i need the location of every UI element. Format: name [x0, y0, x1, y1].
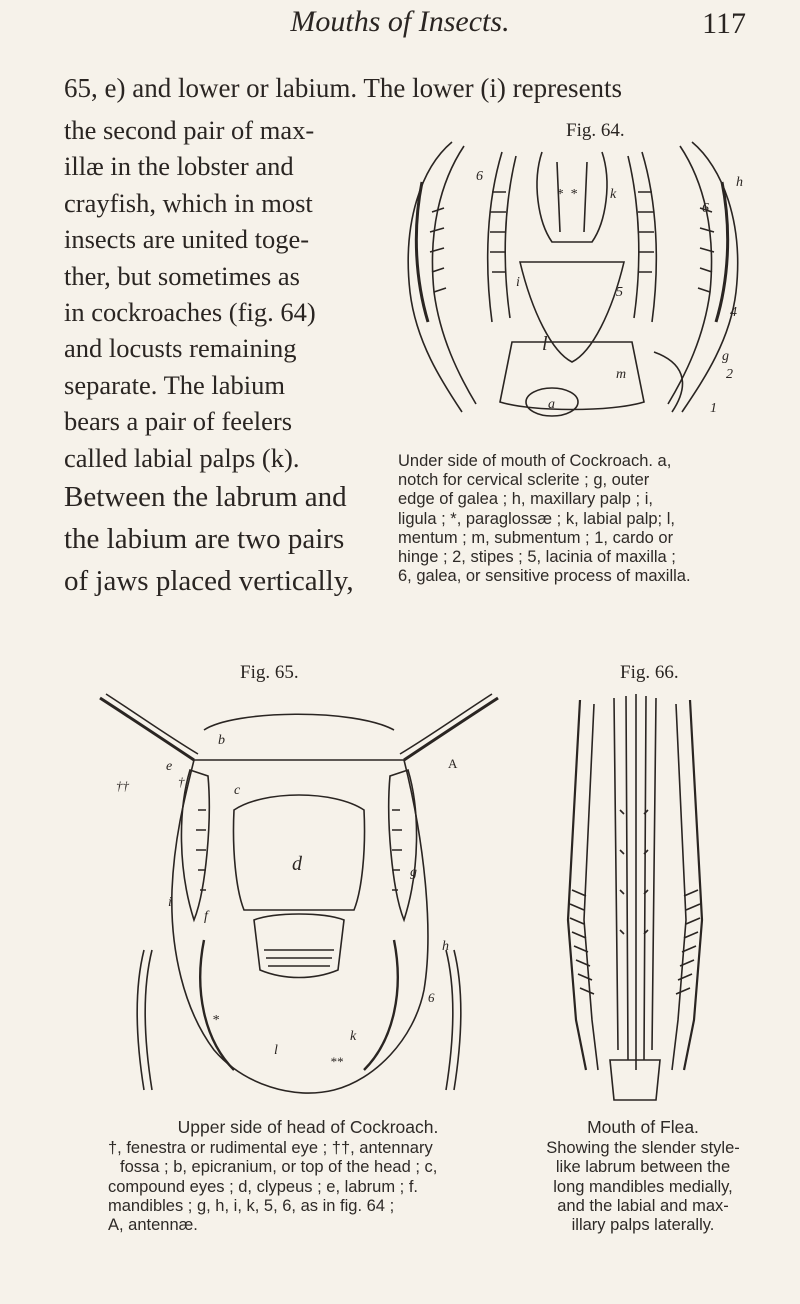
body-line: illæ in the lobster and — [64, 151, 294, 182]
body-line: separate. The labium — [64, 369, 285, 400]
fig66-caption-title: Mouth of Flea. — [587, 1117, 699, 1137]
fig64-mark: * — [570, 187, 577, 202]
fig64-mark: g — [722, 349, 729, 364]
fig65-mark: b — [218, 733, 225, 748]
fig64-mark: k — [610, 187, 617, 202]
fig65-illustration — [94, 690, 504, 1106]
fig66-label: Fig. 66. — [620, 662, 679, 683]
caption-line: 6, galea, or sensitive process of maxilla. — [398, 567, 691, 586]
fig64-mark: 2 — [726, 367, 733, 382]
caption-line: mandibles ; g, h, i, k, 5, 6, as in fig. 64 ; — [108, 1196, 395, 1215]
fig64-caption — [398, 452, 758, 586]
fig65-mark: d — [292, 853, 302, 875]
fig64-illustration — [392, 112, 752, 428]
fig65-mark: † — [178, 774, 185, 789]
fig65-mark: c — [234, 783, 241, 798]
fig64-mark: m — [616, 367, 627, 382]
caption-line: hinge ; 2, stipes ; 5, lacinia of maxilla ; — [398, 548, 676, 567]
fig65-mark: ** — [330, 1054, 343, 1069]
caption-line: long mandibles medially, — [553, 1177, 733, 1196]
fig64-mark: * — [556, 187, 563, 202]
caption-line: A, antennæ. — [108, 1216, 198, 1235]
fig65-mark: 6 — [428, 990, 435, 1005]
body-line: and locusts remaining — [64, 333, 297, 364]
body-line: called labial palps (k). — [64, 442, 300, 473]
caption-line: Under side of mouth of Cockroach. a, — [398, 452, 672, 470]
fig65-mark: f — [204, 909, 208, 924]
caption-line: Showing the slender style- — [546, 1139, 740, 1158]
caption-line: mentum ; m, submentum ; 1, cardo or — [398, 528, 674, 547]
fig64-mark: 5 — [616, 285, 623, 300]
caption-line: ligula ; *, paraglossæ ; k, labial palp; l, — [398, 509, 675, 528]
body-line: ther, but sometimes as — [64, 260, 300, 291]
fig65-mark: * — [212, 1013, 219, 1028]
body-line: Between the labrum and — [64, 481, 347, 514]
body-line: the labium are two pairs — [64, 523, 345, 556]
page-number: 117 — [702, 7, 746, 40]
caption-line: edge of galea ; h, maxillary palp ; i, — [398, 490, 653, 509]
flea-mouth-drawing — [540, 690, 730, 1106]
paragraph-first-line — [64, 70, 764, 106]
body-line: insects are united toge- — [64, 224, 310, 255]
fig65-mark: g — [410, 865, 417, 880]
fig65-mark: k — [350, 1029, 357, 1044]
fig65-mark: e — [166, 759, 173, 774]
fig65-caption-title: Upper side of head of Cockroach. — [177, 1117, 439, 1137]
body-line: in cockroaches (fig. 64) — [64, 297, 316, 328]
body-line: of jaws placed vertically, — [64, 565, 354, 598]
caption-line: like labrum between the — [555, 1158, 731, 1177]
running-title: Mouths of Insects. — [290, 5, 510, 38]
caption-line: compound eyes ; d, clypeus ; e, labrum ; f. — [108, 1177, 418, 1196]
caption-line: †, fenestra or rudimental eye ; ††, antennary — [108, 1139, 433, 1158]
fig65-mark: †† — [116, 778, 129, 793]
fig65-mark: h — [442, 939, 449, 954]
fig64-mark: 6 — [476, 169, 483, 184]
fig66-illustration — [540, 690, 730, 1106]
body-line: crayfish, which in most — [64, 187, 313, 218]
fig64-mark: h — [736, 175, 743, 190]
fig64-mark: 4 — [730, 305, 737, 320]
body-text-column — [64, 112, 364, 602]
fig64-mark: 1 — [710, 401, 717, 416]
fig64-mark: i — [516, 275, 520, 290]
fig66-caption — [508, 1118, 778, 1235]
caption-line: illary palps laterally. — [571, 1216, 715, 1235]
fig64-mark: l — [542, 333, 548, 355]
cockroach-head-upper-drawing — [94, 690, 504, 1106]
caption-line: notch for cervical sclerite ; g, outer — [398, 471, 650, 490]
fig64-mark: 6 — [702, 201, 709, 216]
running-head — [0, 4, 800, 44]
fig65-label: Fig. 65. — [240, 662, 299, 683]
fig65-mark: A — [448, 756, 458, 771]
fig65-caption — [108, 1118, 508, 1235]
fig65-mark: l — [274, 1043, 278, 1058]
fig64-mark: a — [548, 397, 555, 412]
first-line-text: 65, e) and lower or labium. The lower (i) represents — [64, 73, 623, 103]
body-line: bears a pair of feelers — [64, 406, 293, 437]
caption-line: and the labial and max- — [557, 1196, 729, 1215]
fig65-mark: i — [168, 895, 172, 910]
caption-line: fossa ; b, epicranium, or top of the head ; c, — [120, 1158, 438, 1177]
fig64-label: Fig. 64. — [566, 120, 625, 141]
cockroach-mouth-underside-drawing — [392, 112, 752, 428]
body-line: the second pair of max- — [64, 115, 315, 145]
